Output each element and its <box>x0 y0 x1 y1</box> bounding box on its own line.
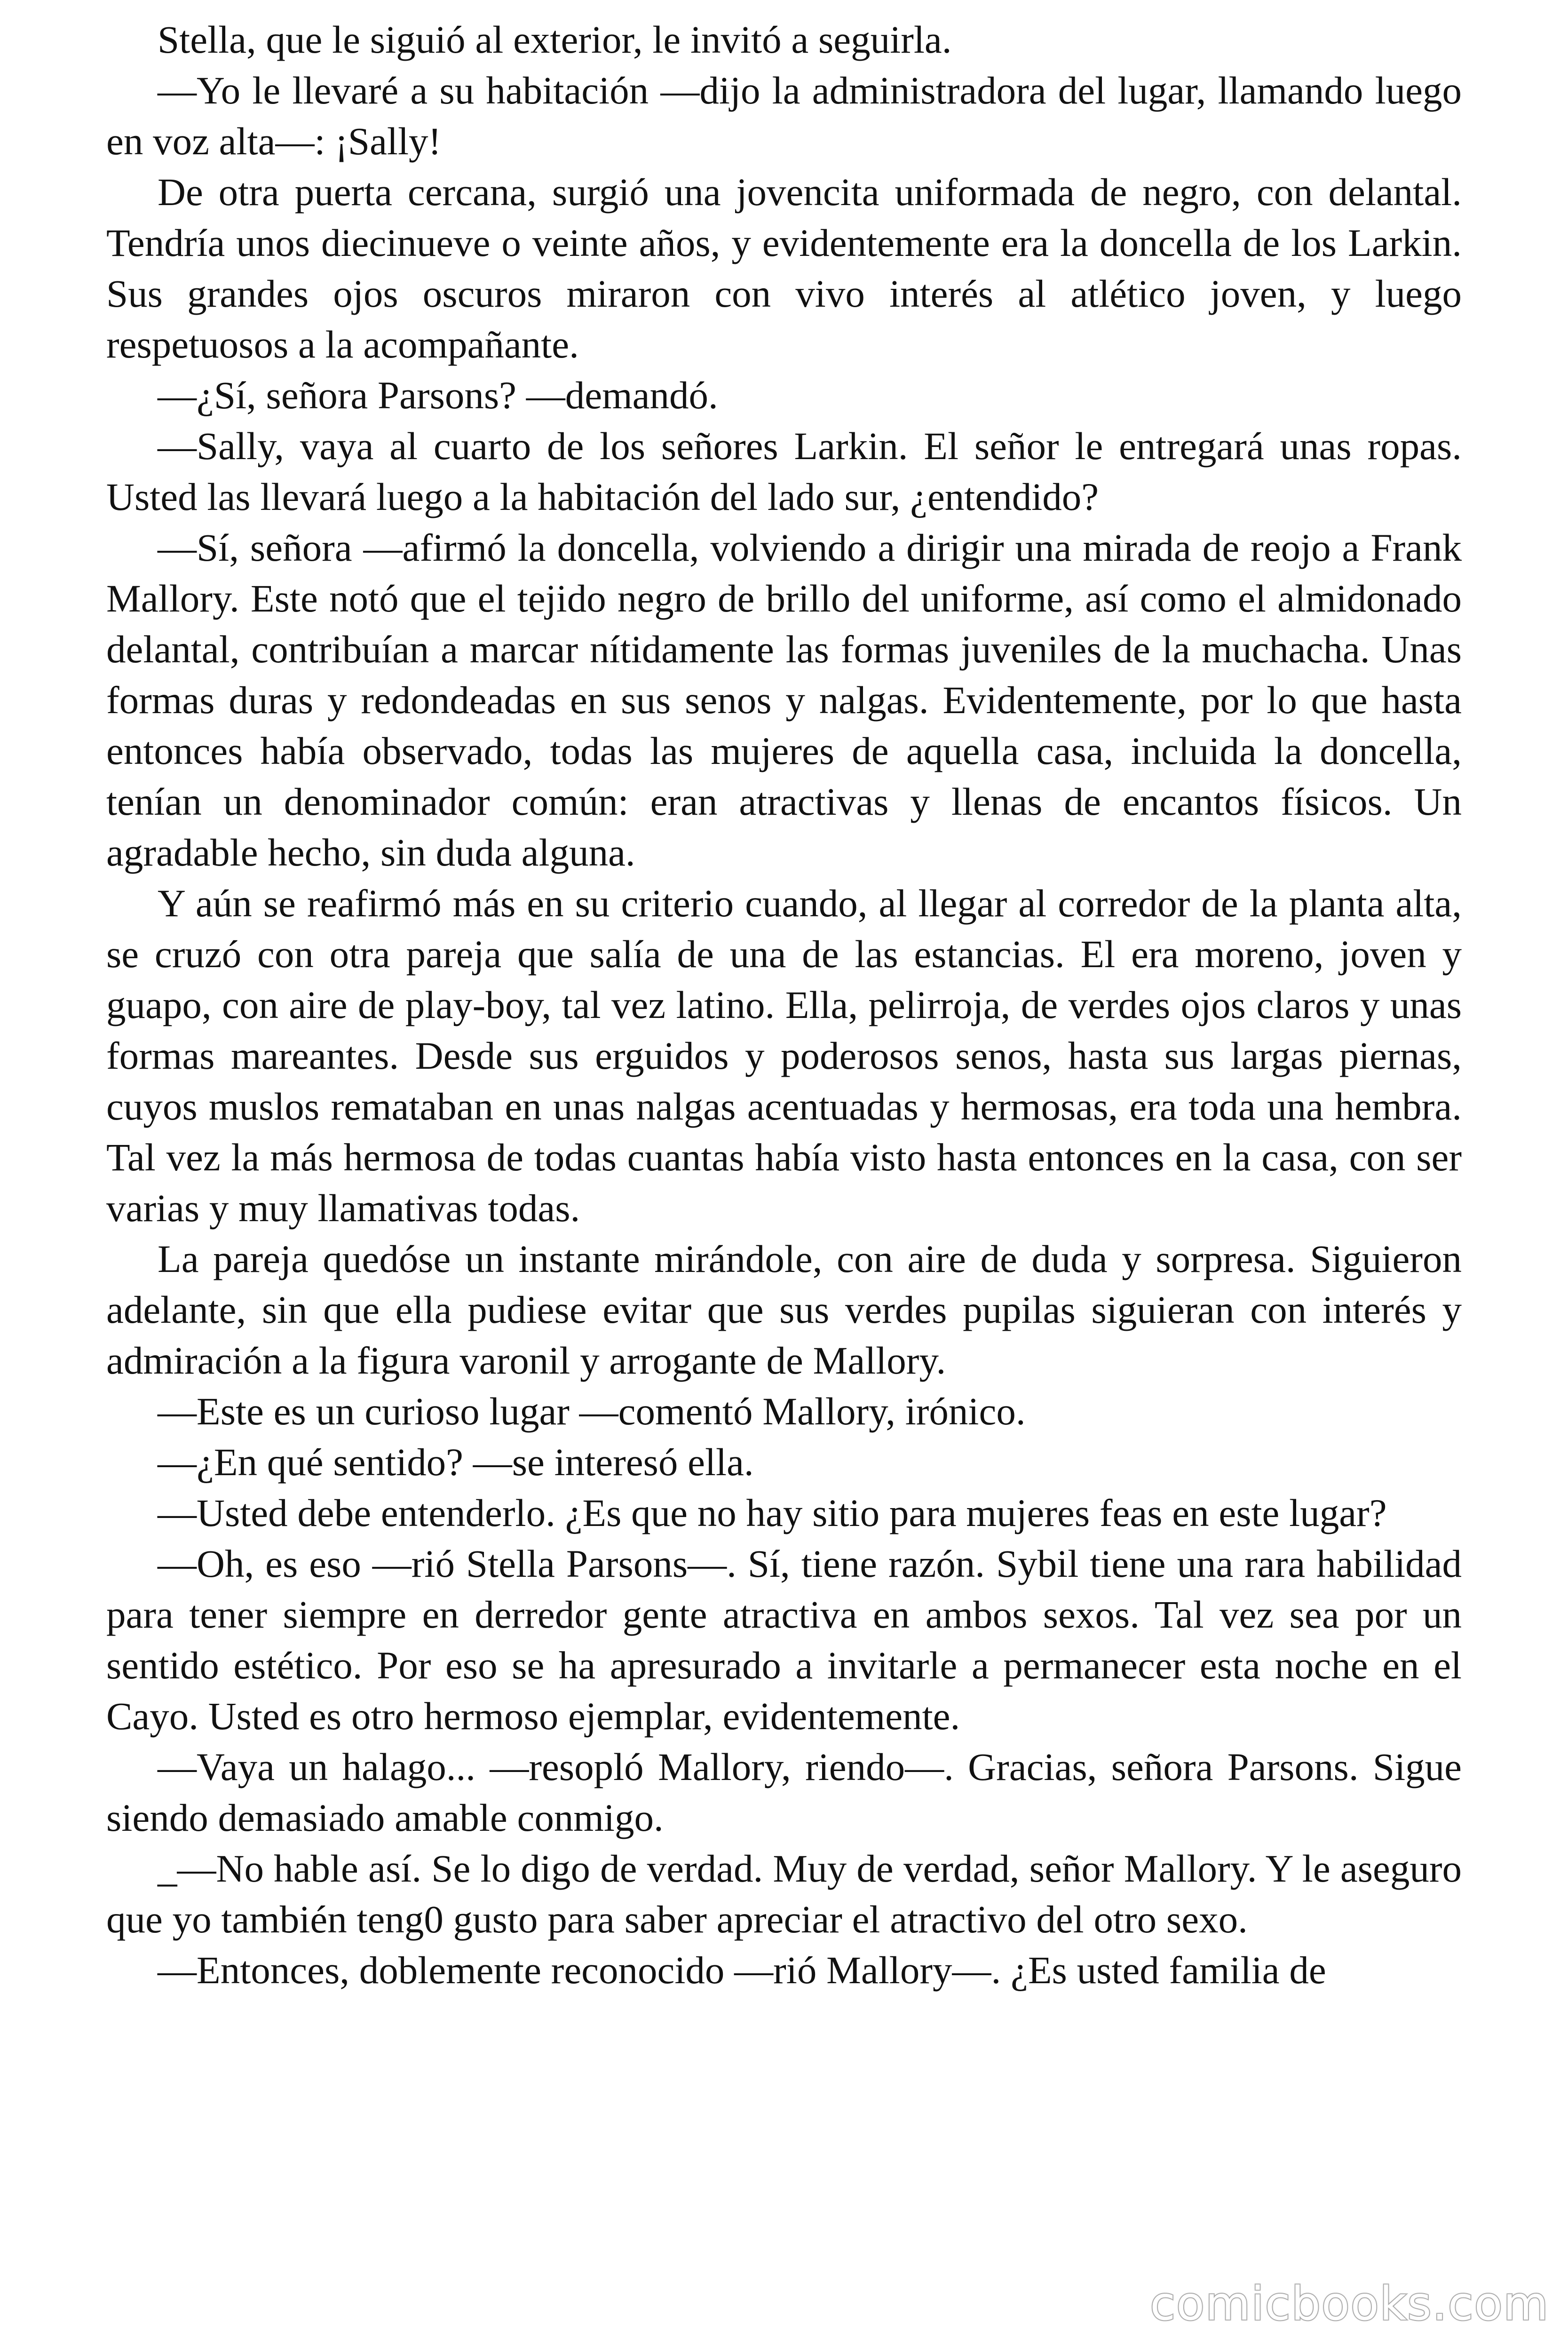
paragraph-1: Stella, que le siguió al exterior, le invitó a seguirla. <box>158 18 952 61</box>
watermark: comicbooks.com <box>1150 2277 1549 2331</box>
paragraph-15: —Entonces, doblemente reconocido —rió Mallory—. ¿Es usted familia de <box>158 1948 1326 1992</box>
paragraph-8: La pareja quedóse un instante mirándole, con aire de duda y sorpresa. Siguieron adelante, sin que ella pudiese evitar que sus verdes pupilas siguieran con interés y admiración a la figura varonil y arrogante de Mallory. <box>106 1237 1462 1382</box>
paragraph-12: —Oh, es eso —rió Stella Parsons—. Sí, tiene razón. Sybil tiene una rara habilidad para tener siempre en derredor gente atractiva en ambos sexos. Tal vez sea por un sentido estético. Por eso se ha apresurado a invitarle a permanecer esta noche en el Cayo. Usted es otro hermoso ejemplar, evidentemente. <box>106 1542 1462 1738</box>
paragraph-11: —Usted debe entenderlo. ¿Es que no hay sitio para mujeres feas en este lugar? <box>158 1491 1387 1534</box>
paragraph-9: —Este es un curioso lugar —comentó Mallory, irónico. <box>158 1390 1026 1433</box>
paragraph-4: —¿Sí, señora Parsons? —demandó. <box>158 373 718 417</box>
paragraph-6: —Sí, señora —afirmó la doncella, volviendo a dirigir una mirada de reojo a Frank Mallory. Este notó que el tejido negro de brillo del uniforme, así como el almidonado delantal, contribuían a marcar nítidamente las formas juveniles de la muchacha. Unas formas duras y redondeadas en sus senos y nalgas. Evidentemente, por lo que hasta entonces había observado, todas las mujeres de aquella casa, incluida la doncella, tenían un denominador común: eran atractivas y llenas de encantos físicos. Un agradable hecho, sin duda alguna. <box>106 526 1462 874</box>
paragraph-14: _—No hable así. Se lo digo de verdad. Muy de verdad, señor Mallory. Y le aseguro que yo también teng0 gusto para saber apreciar el atractivo del otro sexo. <box>106 1847 1462 1941</box>
paragraph-7: Y aún se reafirmó más en su criterio cuando, al llegar al corredor de la planta alta, se cruzó con otra pareja que salía de una de las estancias. El era moreno, joven y guapo, con aire de play-boy, tal vez latino. Ella, pelirroja, de verdes ojos claros y unas formas mareantes. Desde sus erguidos y poderosos senos, hasta sus largas piernas, cuyos muslos remataban en unas nalgas acentuadas y hermosas, era toda una hembra. Tal vez la más hermosa de todas cuantas había visto hasta entonces en la casa, con ser varias y muy llamativas todas. <box>106 882 1462 1230</box>
paragraph-3: De otra puerta cercana, surgió una jovencita uniformada de negro, con delantal. Tendría unos diecinueve o veinte años, y evidentemente era la doncella de los Larkin. Sus grandes ojos oscuros miraron con vivo interés al atlético joven, y luego respetuosos a la acompañante. <box>106 170 1462 366</box>
paragraph-2: —Yo le llevaré a su habitación —dijo la administradora del lugar, llamando luego en voz alta—: ¡Sally! <box>106 69 1462 163</box>
paragraph-13: —Vaya un halago... —resopló Mallory, riendo—. Gracias, señora Parsons. Sigue siendo demasiado amable conmigo. <box>106 1745 1462 1839</box>
page-body <box>106 14 1462 1995</box>
paragraph-5: —Sally, vaya al cuarto de los señores Larkin. El señor le entregará unas ropas. Usted las llevará luego a la habitación del lado sur, ¿entendido? <box>106 424 1462 518</box>
paragraph-10: —¿En qué sentido? —se interesó ella. <box>158 1440 754 1484</box>
